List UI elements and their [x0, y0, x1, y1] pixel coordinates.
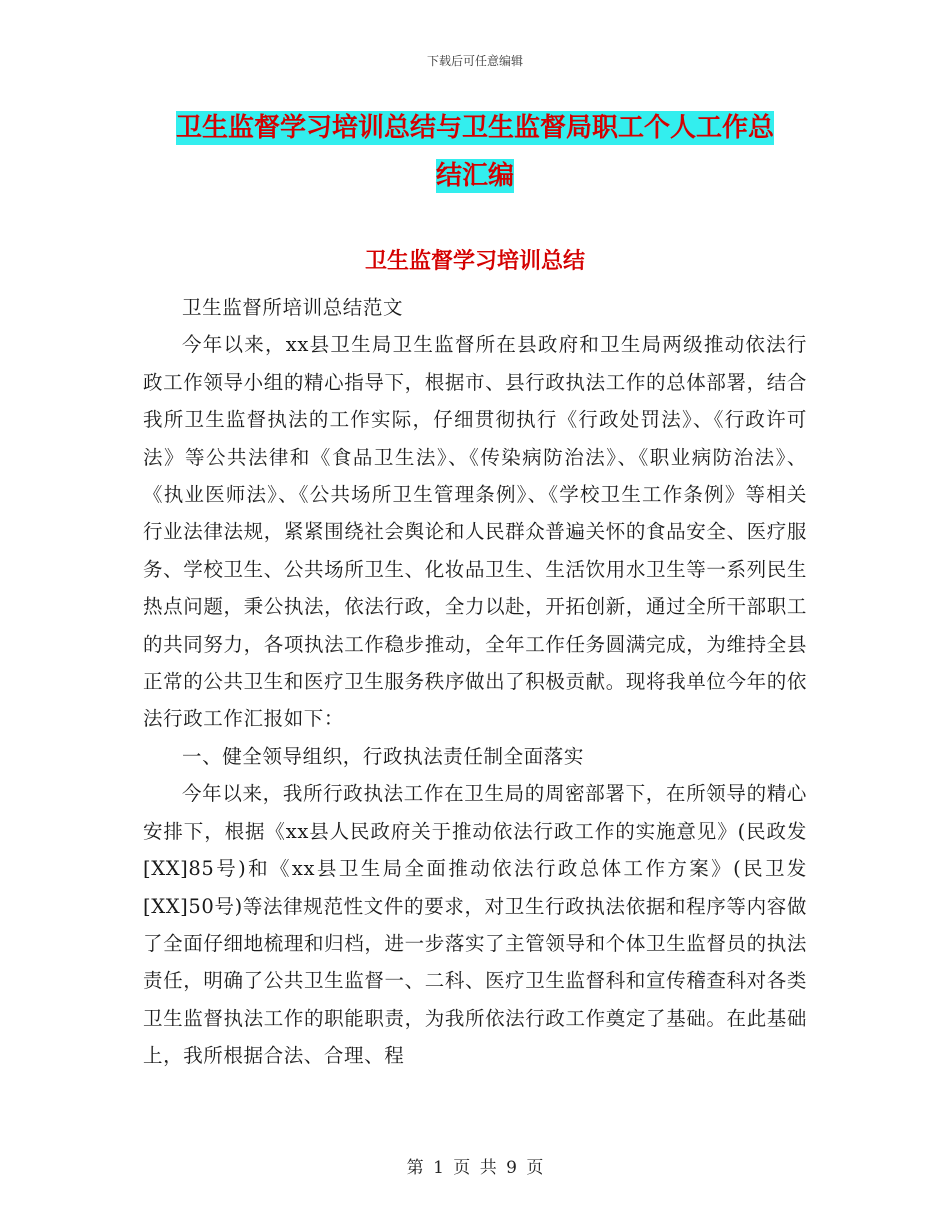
document-body [143, 289, 807, 1075]
paragraph: 今年以来，我所行政执法工作在卫生局的周密部署下，在所领导的精心安排下，根据《xx县人民政府关于推动依法行政工作的实施意见》(民政发[XX]85号)和《xx县卫生局全面推动依法行政总体工作方案》(民卫发[XX]50号)等法律规范性文件的要求，对卫生行政执法依据和程序等内容做了全面仔细地梳理和归档，进一步落实了主管领导和个体卫生监督员的执法责任，明确了公共卫生监督一、二科、医疗卫生监督科和宣传稽查科对各类卫生监督执法工作的职能职责，为我所依法行政工作奠定了基础。在此基础上，我所根据合法、合理、程 [143, 782, 807, 1068]
document-title-line-1: 卫生监督学习培训总结与卫生监督局职工个人工作总 [175, 113, 774, 143]
header-note: 下载后可任意编辑 [426, 54, 523, 68]
page-number: 第 1 页 共 9 页 [406, 1158, 544, 1178]
paragraph: 卫生监督所培训总结范文 [182, 296, 404, 319]
document-title [0, 104, 950, 200]
section-title: 卫生监督学习培训总结 [364, 248, 585, 274]
paragraph: 一、健全领导组织，行政执法责任制全面落实 [182, 744, 585, 768]
document-title-line-2: 结汇编 [435, 161, 514, 191]
paragraph: 今年以来，xx县卫生局卫生监督所在县政府和卫生局两级推动依法行政工作领导小组的精心指导下，根据市、县行政执法工作的总体部署，结合我所卫生监督执法的工作实际，仔细贯彻执行《行政处罚法》、《行政许可法》等公共法律和《食品卫生法》、《传染病防治法》、《职业病防治法》、《执业医师法》、《公共场所卫生管理条例》、《学校卫生工作条例》等相关行业法律法规，紧紧围绕社会舆论和人民群众普遍关怀的食品安全、医疗服务、学校卫生、公共场所卫生、化妆品卫生、生活饮用水卫生等一系列民生热点问题，秉公执法，依法行政，全力以赴，开拓创新，通过全所干部职工的共同努力，各项执法工作稳步推动，全年工作任务圆满完成，为维持全县正常的公共卫生和医疗卫生服务秩序做出了积极贡献。现将我单位今年的依法行政工作汇报如下： [143, 333, 807, 731]
